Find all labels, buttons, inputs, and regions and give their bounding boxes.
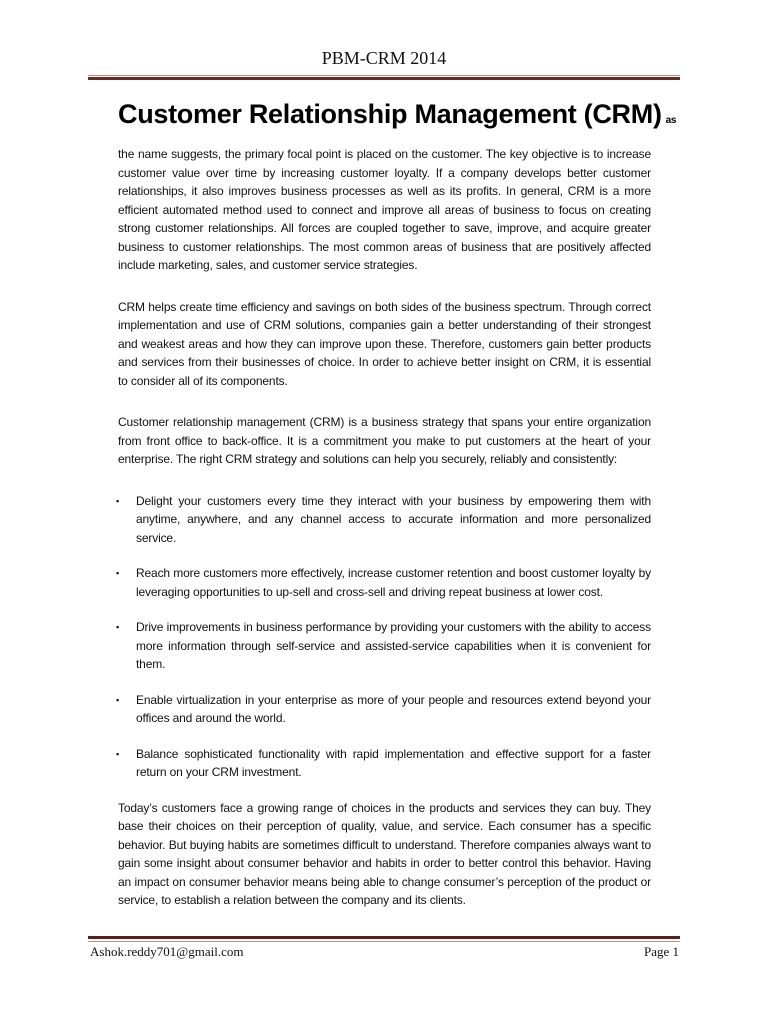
list-item-text: Balance sophisticated functionality with rapid implementation and effective support for a faster return on your CRM investment. [136,746,651,779]
list-item [118,618,651,674]
paragraph-1: the name suggests, the primary focal point is placed on the customer. The key objective is to increase customer value over time by increasing customer loyalty. If a company develops better customer relationships, it also improves business processes as well as its profits. In general, CRM is a more efficient automated method used to connect and improve all areas of business to focus on creating strong customer relationships. All forces are coupled together to save, improve, and acquire greater business to customer relationships. The most common areas of business that are positively affected include marketing, sales, and customer service strategies. [118,147,651,272]
list-item-text: Drive improvements in business performance by providing your customers with the ability to access more information through self-service and assisted-service capabilities when it is convenient for them. [136,620,651,671]
heading-title: Customer Relationship Management (CRM) [118,99,662,129]
document-body [116,94,677,933]
benefits-list [118,492,651,782]
list-item [118,745,651,782]
document-heading [118,94,677,141]
paragraph-2: CRM helps create time efficiency and savings on both sides of the business spectrum. Through correct implementation and use of CRM solutions, companies gain a better understanding of their strongest and weakest areas and how they can improve upon these. Therefore, customers gain better products and services from their businesses of choice. In order to achieve better insight on CRM, it is essential to consider all of its components. [118,299,651,388]
list-item [118,691,651,728]
bullet-icon: ▪ [116,622,120,632]
list-item-text: Delight your customers every time they interact with your business by empowering them with anytime, anywhere, and any channel access to accurate information and more personalized service. [136,493,651,545]
list-item-text: Reach more customers more effectively, increase customer retention and boost customer loyalty by leveraging opportunities to up-sell and cross-sell and driving repeat business at lower cost. [136,566,651,599]
list-item [118,564,651,601]
bullet-icon: ▪ [116,495,120,506]
footer-page-number: Page 1 [643,944,679,959]
header-rule [88,77,680,80]
bullet-icon: ▪ [116,694,120,705]
bullet-icon: ▪ [116,748,120,759]
footer-email: Ashok.reddy701@gmail.com [90,944,244,959]
paragraph-4: Today’s customers face a growing range of choices in the products and services they can buy. They base their choices on their perception of quality, value, and service. Each consumer has a specific behavior. But buying habits are sometimes difficult to understand. Therefore companies always want to gain some insight about consumer behavior and habits in order to better control this behavior. Having an impact on consumer behavior means being able to change consumer’s perception of the product or service, to establish a relation between the company and its clients. [118,800,651,907]
bullet-icon: ▪ [116,568,120,578]
heading-trailing-word: as [665,115,677,126]
list-item [118,492,651,548]
header-rule-thin [88,75,680,76]
footer-rule [88,936,680,939]
footer-rule-thin [88,941,680,942]
page-header-title: PBM-CRM 2014 [321,48,447,68]
paragraph-3: Customer relationship management (CRM) is a business strategy that spans your entire organization from front office to back-office. It is a commitment you make to put customers at the heart of your enterprise. The right CRM strategy and solutions can help you securely, reliably and consistently: [118,415,651,466]
list-item-text: Enable virtualization in your enterprise as more of your people and resources extend beyond your offices and around the world. [136,692,651,725]
